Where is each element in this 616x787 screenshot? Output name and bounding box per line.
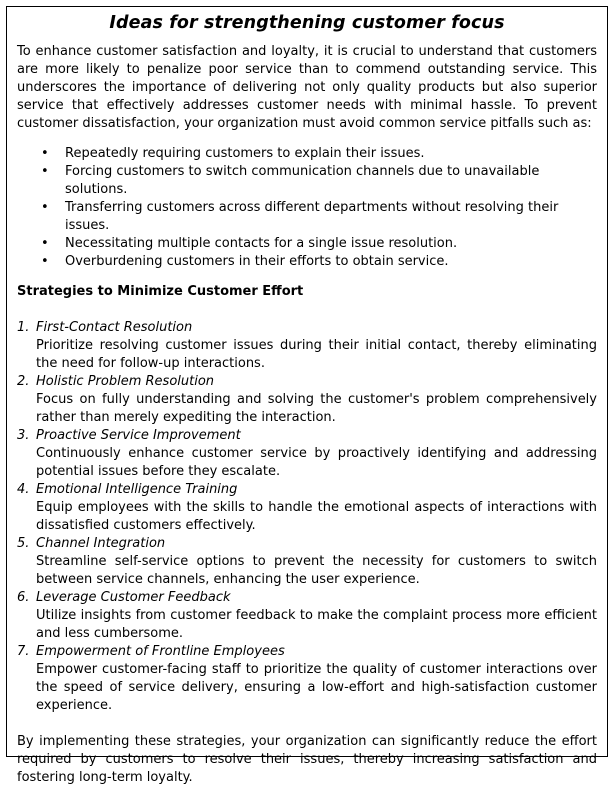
- strategy-title: First-Contact Resolution: [36, 320, 193, 335]
- document-title: Ideas for strengthening customer focus: [109, 13, 505, 33]
- strategy-item: [17, 535, 597, 589]
- strategy-description: Equip employees with the skills to handle the emotional aspects of interactions with dissatisfied customers effectively.: [36, 500, 597, 533]
- strategies-list: [17, 319, 597, 715]
- strategy-title: Emotional Intelligence Training: [36, 482, 238, 497]
- pitfall-text: Transferring customers across different departments without resolving their issues.: [65, 200, 559, 233]
- strategy-title: Holistic Problem Resolution: [36, 374, 215, 389]
- strategy-description: Empower customer-facing staff to prioritize the quality of customer interactions over the speed of service delivery, ensuring a low-effort and high-satisfaction customer experience.: [36, 662, 597, 713]
- strategy-description: Streamline self-service options to prevent the necessity for customers to switch between service channels, enhancing the user experience.: [36, 554, 597, 587]
- strategy-description: Prioritize resolving customer issues during their initial contact, thereby eliminating the need for follow-up interactions.: [36, 338, 597, 371]
- strategy-item: [17, 427, 597, 481]
- pitfall-text: Forcing customers to switch communication channels due to unavailable solutions.: [65, 164, 540, 197]
- strategy-number: 2.: [17, 374, 30, 389]
- strategy-number: 3.: [17, 428, 30, 443]
- document-box: [6, 6, 608, 785]
- strategy-title: Empowerment of Frontline Employees: [36, 644, 285, 659]
- strategy-number: 5.: [17, 536, 30, 551]
- strategy-item: [17, 589, 597, 643]
- conclusion-paragraph: By implementing these strategies, your organization can significantly reduce the effort required by customers to resolve their issues, thereby increasing satisfaction and fostering long-term loyalty.: [17, 734, 597, 785]
- strategy-title: Proactive Service Improvement: [36, 428, 241, 443]
- strategy-description: Focus on fully understanding and solving the customer's problem comprehensively rather than merely expediting the interaction.: [36, 392, 597, 425]
- pitfall-text: Overburdening customers in their efforts to obtain service.: [65, 254, 449, 269]
- pitfall-item: [17, 235, 597, 253]
- bullet-icon: •: [41, 254, 49, 269]
- pitfall-text: Necessitating multiple contacts for a single issue resolution.: [65, 236, 458, 251]
- bullet-icon: •: [41, 146, 49, 161]
- strategy-item: [17, 373, 597, 427]
- strategies-heading: Strategies to Minimize Customer Effort: [17, 284, 304, 299]
- pitfall-item: [17, 163, 597, 199]
- bullet-icon: •: [41, 164, 49, 179]
- bullet-icon: •: [41, 200, 49, 215]
- strategy-title: Channel Integration: [36, 536, 166, 551]
- strategy-number: 4.: [17, 482, 30, 497]
- pitfall-text: Repeatedly requiring customers to explain their issues.: [65, 146, 425, 161]
- strategy-item: [17, 481, 597, 535]
- strategy-title: Leverage Customer Feedback: [36, 590, 231, 605]
- strategy-description: Continuously enhance customer service by proactively identifying and addressing potential issues before they escalate.: [36, 446, 597, 479]
- strategy-item: [17, 643, 597, 715]
- pitfall-item: [17, 199, 597, 235]
- pitfalls-list: [17, 145, 597, 271]
- pitfall-item: [17, 145, 597, 163]
- strategy-number: 6.: [17, 590, 30, 605]
- pitfall-item: [17, 253, 597, 271]
- strategy-description: Utilize insights from customer feedback to make the complaint process more efficient and less cumbersome.: [36, 608, 597, 641]
- intro-paragraph: To enhance customer satisfaction and loyalty, it is crucial to understand that customers are more likely to penalize poor service than to commend outstanding service. This underscores the importance of delivering not only quality products but also superior service that effectively addresses customer needs with minimal hassle. To prevent customer dissatisfaction, your organization must avoid common service pitfalls such as:: [17, 44, 597, 131]
- strategy-number: 1.: [17, 320, 30, 335]
- bullet-icon: •: [41, 236, 49, 251]
- strategy-item: [17, 319, 597, 373]
- strategy-number: 7.: [17, 644, 30, 659]
